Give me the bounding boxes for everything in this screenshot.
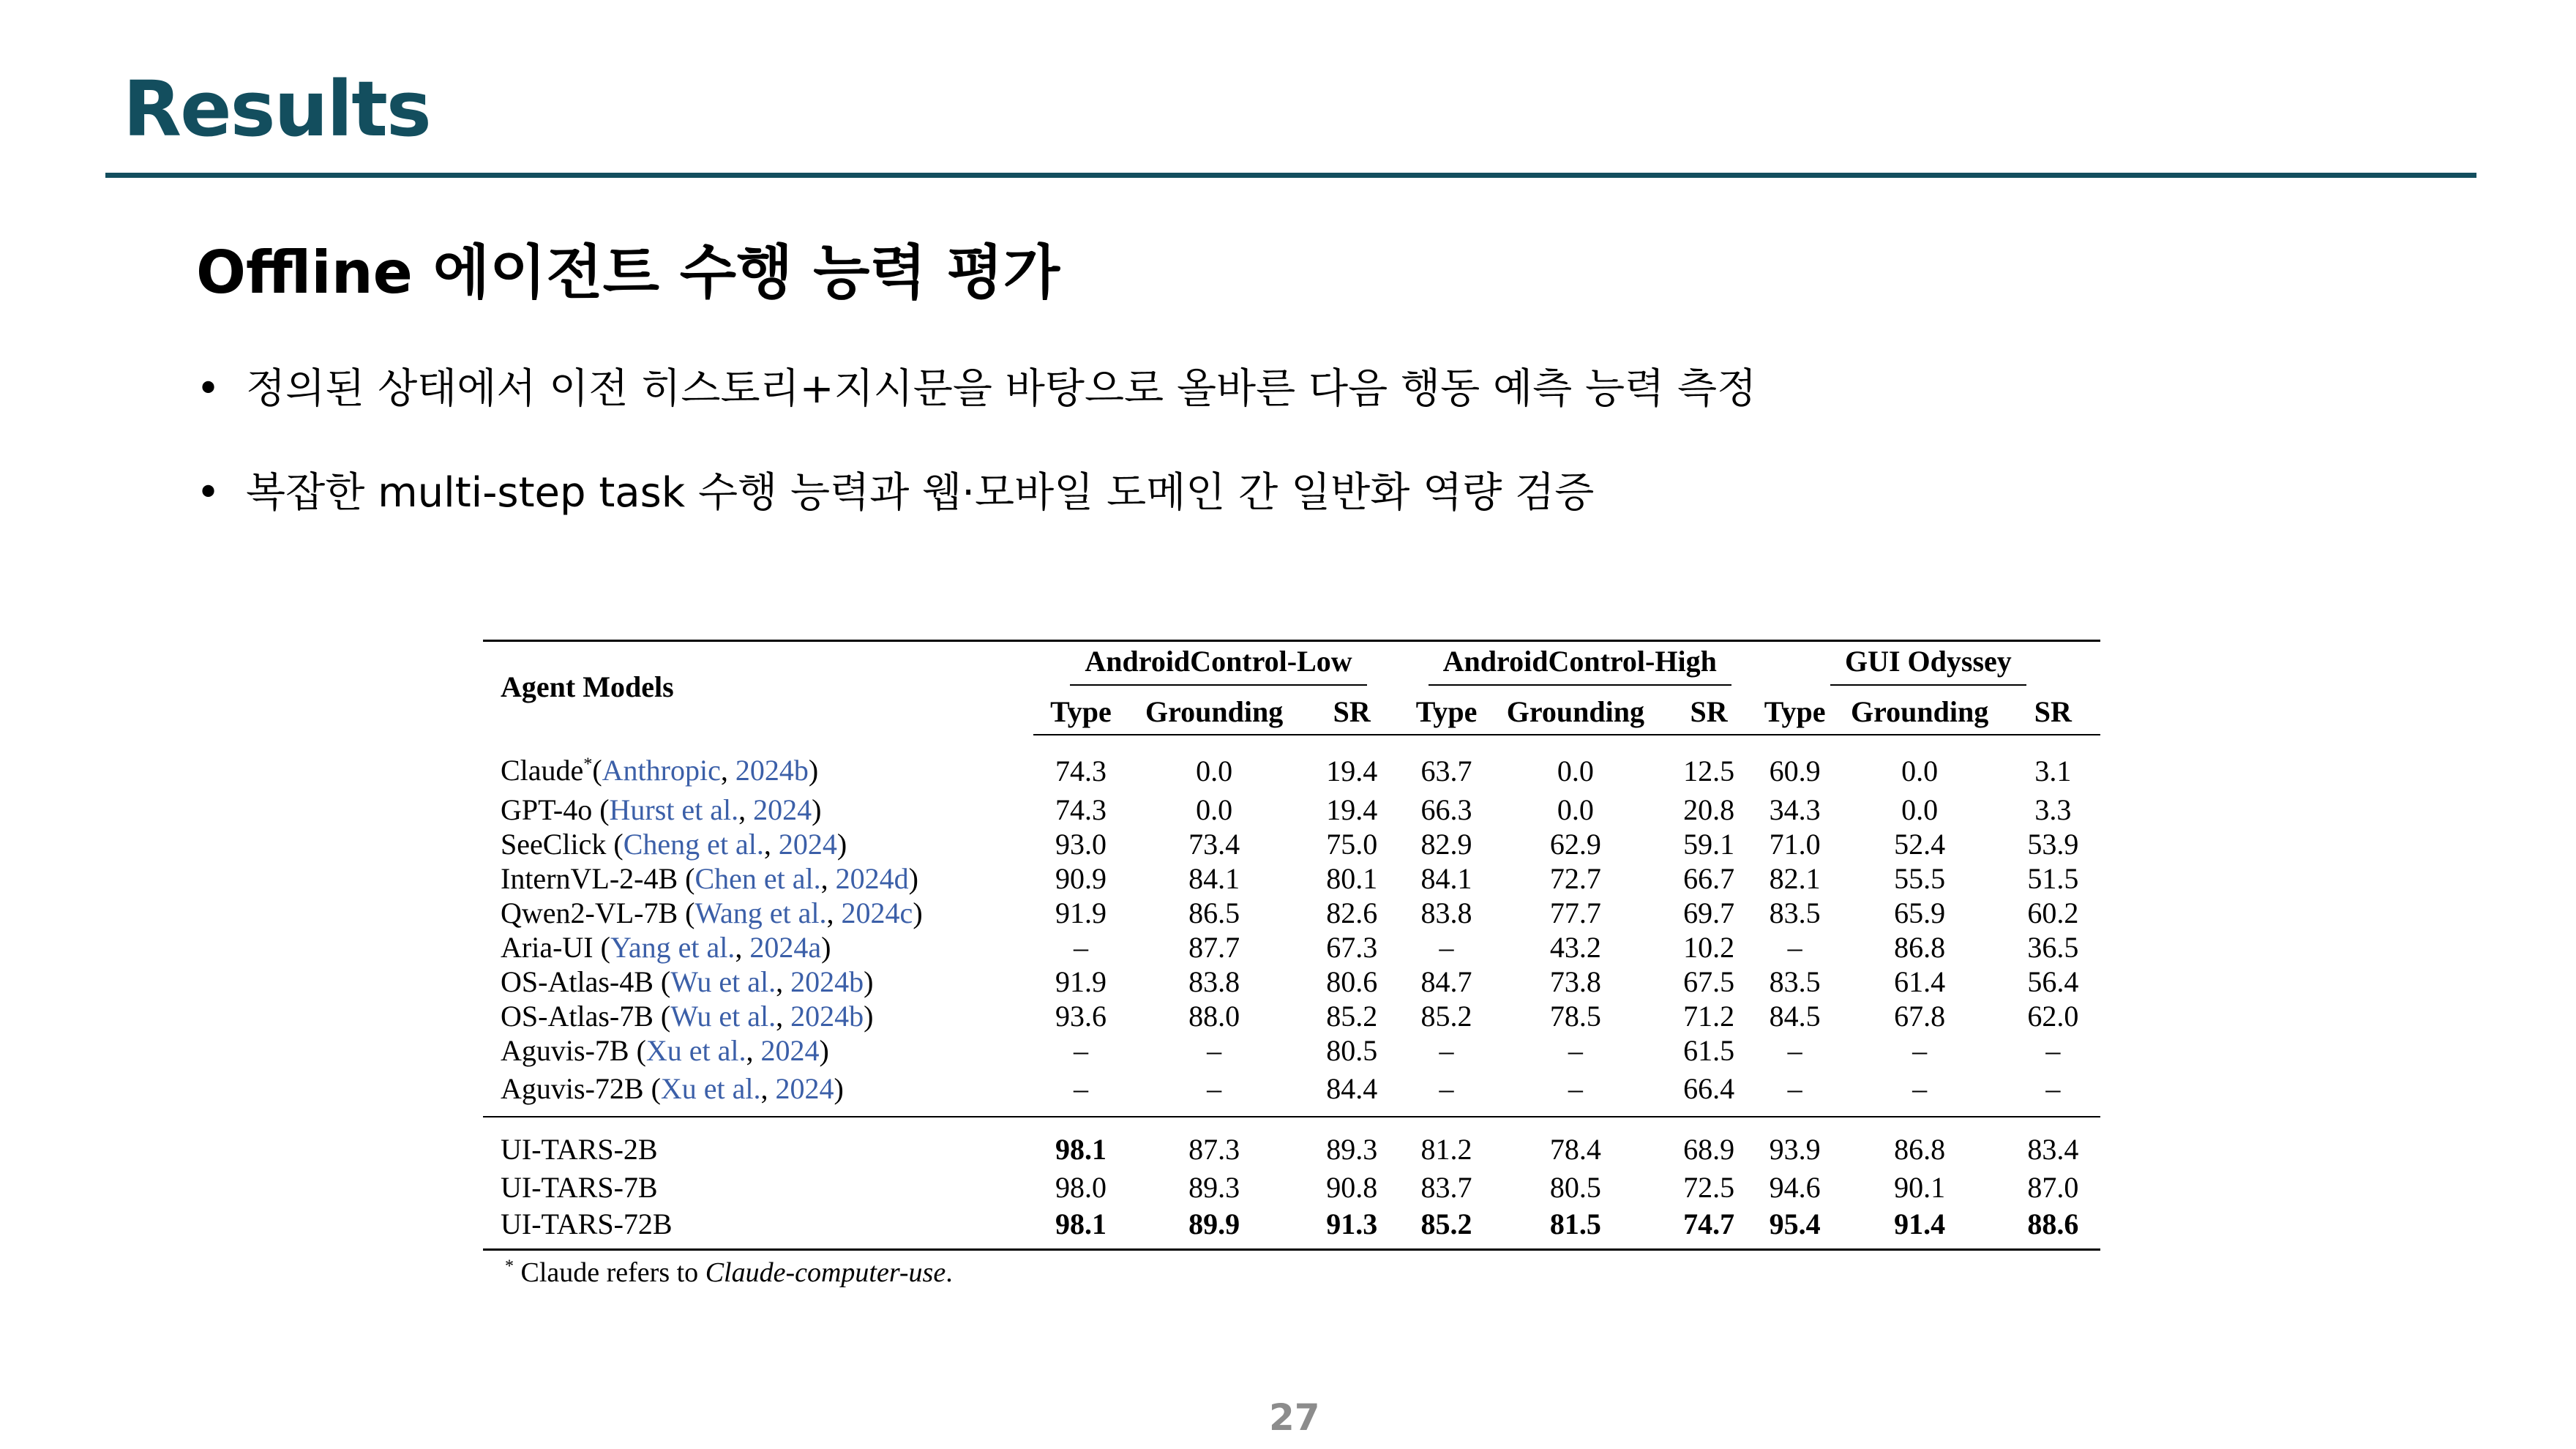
- citation-link: Yang et al.: [610, 931, 735, 964]
- value-cell: 87.7: [1188, 931, 1240, 964]
- results-table-figure: [483, 640, 2100, 1289]
- group-header-androidcontrol-low: AndroidControl-Low: [1033, 641, 1403, 689]
- table-row: [483, 1068, 2100, 1117]
- value-cell: 0.0: [1557, 754, 1594, 787]
- table-row: [483, 999, 2100, 1033]
- value-cell: 66.7: [1683, 862, 1735, 895]
- model-name-cell: UI-TARS-72B: [483, 1205, 1033, 1250]
- bullet-item: • 정의된 상태에서 이전 히스토리+지시문을 바탕으로 올바른 다음 행동 예측 능력 측정: [196, 363, 1756, 416]
- value-cell: 83.5: [1769, 896, 1821, 929]
- value-cell: 63.7: [1420, 754, 1472, 787]
- model-name-cell: UI-TARS-7B: [501, 1171, 658, 1204]
- value-cell: –: [1787, 931, 1802, 964]
- value-cell: 83.7: [1420, 1171, 1472, 1204]
- value-cell: 86.5: [1188, 896, 1240, 929]
- value-cell: 62.9: [1549, 828, 1601, 861]
- model-name-cell: Qwen2-VL-7B (Wang et al., 2024c): [501, 896, 923, 929]
- model-name-cell: GPT-4o (Hurst et al., 2024): [501, 793, 822, 826]
- value-cell: 88.0: [1188, 1000, 1240, 1033]
- value-cell: 0.0: [1196, 793, 1233, 826]
- citation-link: Hurst et al.: [609, 793, 739, 826]
- value-cell: 0.0: [1901, 754, 1939, 787]
- value-cell: 84.5: [1769, 1000, 1821, 1033]
- value-cell: –: [2045, 1034, 2061, 1067]
- value-cell: 94.6: [1769, 1171, 1821, 1204]
- value-cell: 77.7: [1549, 896, 1601, 929]
- col-header-grounding: Grounding: [1834, 689, 2006, 735]
- value-cell: 84.7: [1420, 965, 1472, 998]
- table-row: [483, 930, 2100, 965]
- value-cell: 72.7: [1549, 862, 1601, 895]
- citation-link: Wu et al.: [670, 965, 776, 998]
- table-row: [483, 793, 2100, 827]
- table-row: [483, 1205, 2100, 1250]
- value-cell: –: [1912, 1034, 1928, 1067]
- value-cell: 83.8: [1188, 965, 1240, 998]
- value-cell: 89.3: [1188, 1171, 1240, 1204]
- value-cell: –: [1207, 1034, 1222, 1067]
- value-cell: 75.0: [1326, 828, 1378, 861]
- model-name-cell: Claude*(Anthropic, 2024b): [501, 754, 819, 787]
- model-name-cell: InternVL-2-4B (Chen et al., 2024d): [501, 862, 918, 895]
- value-cell: 93.0: [1055, 828, 1107, 861]
- value-cell: 83.4: [2027, 1132, 2079, 1166]
- value-cell: 98.1: [1033, 1205, 1128, 1250]
- baseline-rows: [483, 735, 2100, 1117]
- value-cell: 67.3: [1326, 931, 1378, 964]
- table-row: [483, 1170, 2100, 1205]
- group-header-gui-odyssey: GUI Odyssey: [1756, 641, 2100, 689]
- value-cell: 71.2: [1683, 1000, 1735, 1033]
- value-cell: 93.6: [1055, 1000, 1107, 1033]
- value-cell: 81.5: [1489, 1205, 1661, 1250]
- citation-link: 2024b: [790, 1000, 864, 1033]
- value-cell: 74.3: [1055, 793, 1107, 826]
- bullet-item: • 복잡한 multi-step task 수행 능력과 웹·모바일 도메인 간 일반화 역량 검증: [196, 467, 1756, 520]
- model-name-cell: Aguvis-72B (Xu et al., 2024): [483, 1068, 1033, 1117]
- value-cell: –: [1439, 931, 1454, 964]
- value-cell: 91.9: [1055, 896, 1107, 929]
- value-cell: 73.4: [1188, 828, 1240, 861]
- citation-link: Cheng et al.: [623, 828, 764, 861]
- value-cell: 84.4: [1300, 1068, 1404, 1117]
- value-cell: 34.3: [1769, 793, 1821, 826]
- agent-models-header: Agent Models: [483, 641, 1033, 735]
- value-cell: 3.1: [2034, 754, 2072, 787]
- value-cell: 95.4: [1756, 1205, 1834, 1250]
- value-cell: –: [1073, 931, 1088, 964]
- citation-link: 2024a: [749, 931, 822, 964]
- table-footnote: * Claude refers to Claude-computer-use.: [505, 1257, 953, 1288]
- model-name-cell: Aria-UI (Yang et al., 2024a): [501, 931, 831, 964]
- value-cell: 93.9: [1769, 1132, 1821, 1166]
- value-cell: 61.5: [1683, 1034, 1735, 1067]
- value-cell: 84.1: [1188, 862, 1240, 895]
- value-cell: 78.4: [1549, 1132, 1601, 1166]
- value-cell: 51.5: [2027, 862, 2079, 895]
- citation-link: 2024c: [841, 896, 913, 929]
- value-cell: 68.9: [1683, 1132, 1735, 1166]
- value-cell: 83.8: [1420, 896, 1472, 929]
- table-row: [483, 827, 2100, 861]
- value-cell: –: [1439, 1034, 1454, 1067]
- col-header-grounding: Grounding: [1128, 689, 1300, 735]
- value-cell: 66.4: [1661, 1068, 1756, 1117]
- citation-link: Xu et al.: [660, 1071, 761, 1105]
- value-cell: 19.4: [1326, 793, 1378, 826]
- value-cell: 98.0: [1055, 1171, 1107, 1204]
- value-cell: 88.6: [2006, 1205, 2100, 1250]
- citation-link: 2024d: [835, 862, 909, 895]
- value-cell: 80.5: [1326, 1034, 1378, 1067]
- value-cell: –: [2006, 1068, 2100, 1117]
- value-cell: 0.0: [1196, 754, 1233, 787]
- value-cell: 74.3: [1055, 754, 1107, 787]
- value-cell: 82.1: [1769, 862, 1821, 895]
- citation-link: Xu et al.: [645, 1034, 746, 1067]
- value-cell: 85.2: [1326, 1000, 1378, 1033]
- value-cell: 90.1: [1894, 1171, 1946, 1204]
- value-cell: 90.8: [1326, 1171, 1378, 1204]
- value-cell: –: [1073, 1034, 1088, 1067]
- col-header-grounding: Grounding: [1489, 689, 1661, 735]
- citation-link: 2024: [778, 828, 837, 861]
- section-subtitle: Offline 에이전트 수행 능력 평가: [196, 239, 1060, 307]
- value-cell: –: [1489, 1068, 1661, 1117]
- table-row: [483, 861, 2100, 896]
- value-cell: 89.3: [1326, 1132, 1378, 1166]
- value-cell: 3.3: [2034, 793, 2072, 826]
- results-table: [483, 640, 2100, 1251]
- value-cell: 90.9: [1055, 862, 1107, 895]
- value-cell: 91.4: [1834, 1205, 2006, 1250]
- value-cell: 71.0: [1769, 828, 1821, 861]
- citation-link: Chen et al.: [694, 862, 821, 895]
- value-cell: 53.9: [2027, 828, 2079, 861]
- value-cell: 20.8: [1683, 793, 1735, 826]
- col-header-sr: SR: [1661, 689, 1756, 735]
- value-cell: 66.3: [1420, 793, 1472, 826]
- table-header-row: [483, 641, 2100, 689]
- ui-tars-rows: [483, 1117, 2100, 1250]
- model-name-cell: SeeClick (Cheng et al., 2024): [501, 828, 847, 861]
- col-header-sr: SR: [2006, 689, 2100, 735]
- value-cell: 65.9: [1894, 896, 1946, 929]
- citation-link: Wu et al.: [670, 1000, 776, 1033]
- value-cell: –: [1033, 1068, 1128, 1117]
- value-cell: 82.6: [1326, 896, 1378, 929]
- model-name-cell: OS-Atlas-4B (Wu et al., 2024b): [501, 965, 874, 998]
- value-cell: 60.9: [1769, 754, 1821, 787]
- value-cell: 59.1: [1683, 828, 1735, 861]
- value-cell: –: [1568, 1034, 1583, 1067]
- value-cell: –: [1404, 1068, 1490, 1117]
- value-cell: 82.9: [1420, 828, 1472, 861]
- value-cell: 19.4: [1326, 754, 1378, 787]
- citation-link: 2024: [775, 1071, 834, 1105]
- col-header-type: Type: [1033, 689, 1128, 735]
- value-cell: 85.2: [1404, 1205, 1490, 1250]
- value-cell: 98.1: [1055, 1132, 1107, 1166]
- table-row: [483, 965, 2100, 999]
- value-cell: 43.2: [1549, 931, 1601, 964]
- value-cell: 69.7: [1683, 896, 1735, 929]
- value-cell: 78.5: [1549, 1000, 1601, 1033]
- value-cell: 91.3: [1300, 1205, 1404, 1250]
- value-cell: 74.7: [1661, 1205, 1756, 1250]
- value-cell: 86.8: [1894, 931, 1946, 964]
- value-cell: 56.4: [2027, 965, 2079, 998]
- table-row: [483, 1033, 2100, 1068]
- value-cell: 80.5: [1549, 1171, 1601, 1204]
- value-cell: 87.3: [1188, 1132, 1240, 1166]
- value-cell: 62.0: [2027, 1000, 2079, 1033]
- value-cell: –: [1834, 1068, 2006, 1117]
- value-cell: –: [1787, 1034, 1802, 1067]
- value-cell: 0.0: [1901, 793, 1939, 826]
- value-cell: 10.2: [1683, 931, 1735, 964]
- value-cell: 61.4: [1894, 965, 1946, 998]
- table-row: [483, 735, 2100, 793]
- value-cell: 36.5: [2027, 931, 2079, 964]
- col-header-type: Type: [1756, 689, 1834, 735]
- citation-link: 2024: [760, 1034, 820, 1067]
- value-cell: 89.9: [1128, 1205, 1300, 1250]
- value-cell: 83.5: [1769, 965, 1821, 998]
- value-cell: 0.0: [1557, 793, 1594, 826]
- value-cell: 67.5: [1683, 965, 1735, 998]
- value-cell: 81.2: [1420, 1132, 1472, 1166]
- value-cell: 73.8: [1549, 965, 1601, 998]
- col-header-type: Type: [1404, 689, 1490, 735]
- col-header-sr: SR: [1300, 689, 1404, 735]
- value-cell: 55.5: [1894, 862, 1946, 895]
- value-cell: 80.6: [1326, 965, 1378, 998]
- value-cell: 84.1: [1420, 862, 1472, 895]
- table-row: [483, 1117, 2100, 1170]
- value-cell: –: [1756, 1068, 1834, 1117]
- page-number: 27: [1269, 1396, 1320, 1439]
- value-cell: –: [1128, 1068, 1300, 1117]
- value-cell: 86.8: [1894, 1132, 1946, 1166]
- value-cell: 60.2: [2027, 896, 2079, 929]
- value-cell: 91.9: [1055, 965, 1107, 998]
- table-row: [483, 896, 2100, 930]
- value-cell: 85.2: [1420, 1000, 1472, 1033]
- value-cell: 67.8: [1894, 1000, 1946, 1033]
- citation-link: Anthropic: [602, 754, 721, 787]
- model-name-cell: OS-Atlas-7B (Wu et al., 2024b): [501, 1000, 874, 1033]
- value-cell: 52.4: [1894, 828, 1946, 861]
- value-cell: 12.5: [1683, 754, 1735, 787]
- model-name-cell: Aguvis-7B (Xu et al., 2024): [501, 1034, 829, 1067]
- citation-link: 2024b: [790, 965, 864, 998]
- citation-link: 2024: [753, 793, 812, 826]
- citation-link: 2024b: [735, 754, 809, 787]
- value-cell: 72.5: [1683, 1171, 1735, 1204]
- value-cell: 80.1: [1326, 862, 1378, 895]
- model-name-cell: UI-TARS-2B: [501, 1132, 658, 1166]
- title-divider: [105, 173, 2476, 178]
- citation-link: Wang et al.: [694, 896, 827, 929]
- group-header-androidcontrol-high: AndroidControl-High: [1404, 641, 1756, 689]
- slide-title: Results: [123, 64, 430, 154]
- bullet-list: [196, 363, 1756, 571]
- value-cell: 87.0: [2027, 1171, 2079, 1204]
